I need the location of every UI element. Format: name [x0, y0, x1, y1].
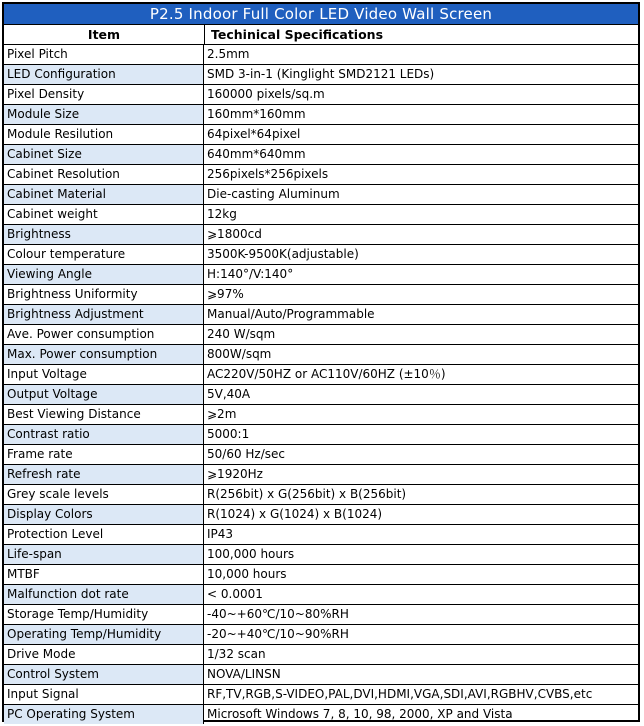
table-row: [4, 545, 638, 565]
item-column-header: Item: [4, 25, 205, 44]
table-row: [4, 245, 638, 265]
item-cell: Malfunction dot rate: [4, 585, 204, 604]
table-row: [4, 405, 638, 425]
item-cell: Ave. Power consumption: [4, 325, 204, 344]
table-row: [4, 565, 638, 585]
table-row: [4, 625, 638, 645]
table-row: [4, 85, 638, 105]
table-row: [4, 125, 638, 145]
spec-cell: 12kg: [207, 207, 237, 221]
item-cell: Grey scale levels: [4, 485, 204, 504]
item-cell: Life-span: [4, 545, 204, 564]
table-row: [4, 225, 638, 245]
spec-cell: 10,000 hours: [207, 567, 287, 581]
spec-cell: Microsoft Windows 7, 8, 10, 98, 2000, XP and Vista: [207, 707, 513, 721]
table-row: [4, 685, 638, 705]
table-row: [4, 345, 638, 365]
spec-cell: 800W/sqm: [207, 347, 272, 361]
item-cell: MTBF: [4, 565, 204, 584]
spec-cell: 160000 pixels/sq.m: [207, 87, 325, 101]
spec-table: [2, 2, 640, 722]
table-row: [4, 325, 638, 345]
item-cell: Brightness Uniformity: [4, 285, 204, 304]
spec-cell: IP43: [207, 527, 234, 541]
spec-cell: 1/32 scan: [207, 647, 266, 661]
spec-cell: < 0.0001: [207, 587, 263, 601]
table-row: [4, 445, 638, 465]
table-row: [4, 385, 638, 405]
item-cell: Cabinet Size: [4, 145, 204, 164]
item-cell: Control System: [4, 665, 204, 684]
spec-cell: Manual/Auto/Programmable: [207, 307, 375, 321]
item-cell: Viewing Angle: [4, 265, 204, 284]
item-cell: Module Resilution: [4, 125, 204, 144]
spec-cell: 100,000 hours: [207, 547, 295, 561]
item-cell: PC Operating System: [4, 705, 204, 724]
spec-cell: 5000:1: [207, 427, 250, 441]
spec-cell: 3500K-9500K(adjustable): [207, 247, 359, 261]
table-row: [4, 525, 638, 545]
table-row: [4, 65, 638, 85]
item-cell: Best Viewing Distance: [4, 405, 204, 424]
spec-cell: 640mm*640mm: [207, 147, 306, 161]
item-cell: Operating Temp/Humidity: [4, 625, 204, 644]
table-row: [4, 185, 638, 205]
item-cell: Brightness Adjustment: [4, 305, 204, 324]
table-row: [4, 665, 638, 685]
item-cell: Contrast ratio: [4, 425, 204, 444]
table-title: P2.5 Indoor Full Color LED Video Wall Screen: [4, 4, 638, 25]
item-cell: Colour temperature: [4, 245, 204, 264]
item-cell: Storage Temp/Humidity: [4, 605, 204, 624]
table-row: [4, 465, 638, 485]
item-cell: Module Size: [4, 105, 204, 124]
spec-cell: H:140°/V:140°: [207, 267, 294, 281]
spec-cell: Die-casting Aluminum: [207, 187, 340, 201]
table-row: [4, 505, 638, 525]
item-cell: Display Colors: [4, 505, 204, 524]
spec-cell: AC220V/50HZ or AC110V/60HZ (±10％): [207, 367, 446, 381]
table-header-row: [4, 25, 638, 45]
table-row: [4, 645, 638, 665]
table-row: [4, 705, 638, 724]
table-row: [4, 485, 638, 505]
item-cell: Pixel Pitch: [4, 45, 204, 64]
item-cell: Frame rate: [4, 445, 204, 464]
spec-cell: -20~+40℃/10~90%RH: [207, 627, 349, 641]
spec-cell: ⩾1800cd: [207, 227, 262, 241]
table-row: [4, 585, 638, 605]
table-row: [4, 605, 638, 625]
item-cell: Cabinet Material: [4, 185, 204, 204]
item-cell: Drive Mode: [4, 645, 204, 664]
spec-cell: 5V,40A: [207, 387, 251, 401]
spec-cell: R(256bit) x G(256bit) x B(256bit): [207, 487, 407, 501]
spec-cell: RF,TV,RGB,S-VIDEO,PAL,DVI,HDMI,VGA,SDI,AVI,RGBHV,CVBS,etc: [207, 687, 593, 701]
spec-cell: ⩾97%: [207, 287, 244, 301]
spec-cell: 240 W/sqm: [207, 327, 276, 341]
table-row: [4, 365, 638, 385]
table-body: [4, 45, 638, 724]
table-row: [4, 165, 638, 185]
item-cell: Pixel Density: [4, 85, 204, 104]
table-row: [4, 265, 638, 285]
item-cell: Refresh rate: [4, 465, 204, 484]
spec-cell: 160mm*160mm: [207, 107, 306, 121]
item-cell: Input Signal: [4, 685, 204, 704]
spec-cell: NOVA/LINSN: [207, 667, 281, 681]
table-row: [4, 305, 638, 325]
spec-cell: 64pixel*64pixel: [207, 127, 301, 141]
table-row: [4, 145, 638, 165]
item-cell: Cabinet Resolution: [4, 165, 204, 184]
item-cell: LED Configuration: [4, 65, 204, 84]
spec-cell: SMD 3-in-1 (Kinglight SMD2121 LEDs): [207, 67, 435, 81]
item-cell: Brightness: [4, 225, 204, 244]
item-cell: Cabinet weight: [4, 205, 204, 224]
spec-cell: 50/60 Hz/sec: [207, 447, 285, 461]
spec-cell: ⩾2m: [207, 407, 237, 421]
table-row: [4, 205, 638, 225]
item-cell: Output Voltage: [4, 385, 204, 404]
table-row: [4, 45, 638, 65]
spec-cell: 256pixels*256pixels: [207, 167, 329, 181]
table-row: [4, 285, 638, 305]
table-row: [4, 425, 638, 445]
item-cell: Max. Power consumption: [4, 345, 204, 364]
item-cell: Input Voltage: [4, 365, 204, 384]
spec-cell: -40~+60℃/10~80%RH: [207, 607, 349, 621]
spec-cell: R(1024) x G(1024) x B(1024): [207, 507, 383, 521]
spec-cell: ⩾1920Hz: [207, 467, 263, 481]
item-cell: Protection Level: [4, 525, 204, 544]
table-row: [4, 105, 638, 125]
spec-column-header: Techinical Specifications: [211, 27, 384, 42]
spec-cell: 2.5mm: [207, 47, 250, 61]
